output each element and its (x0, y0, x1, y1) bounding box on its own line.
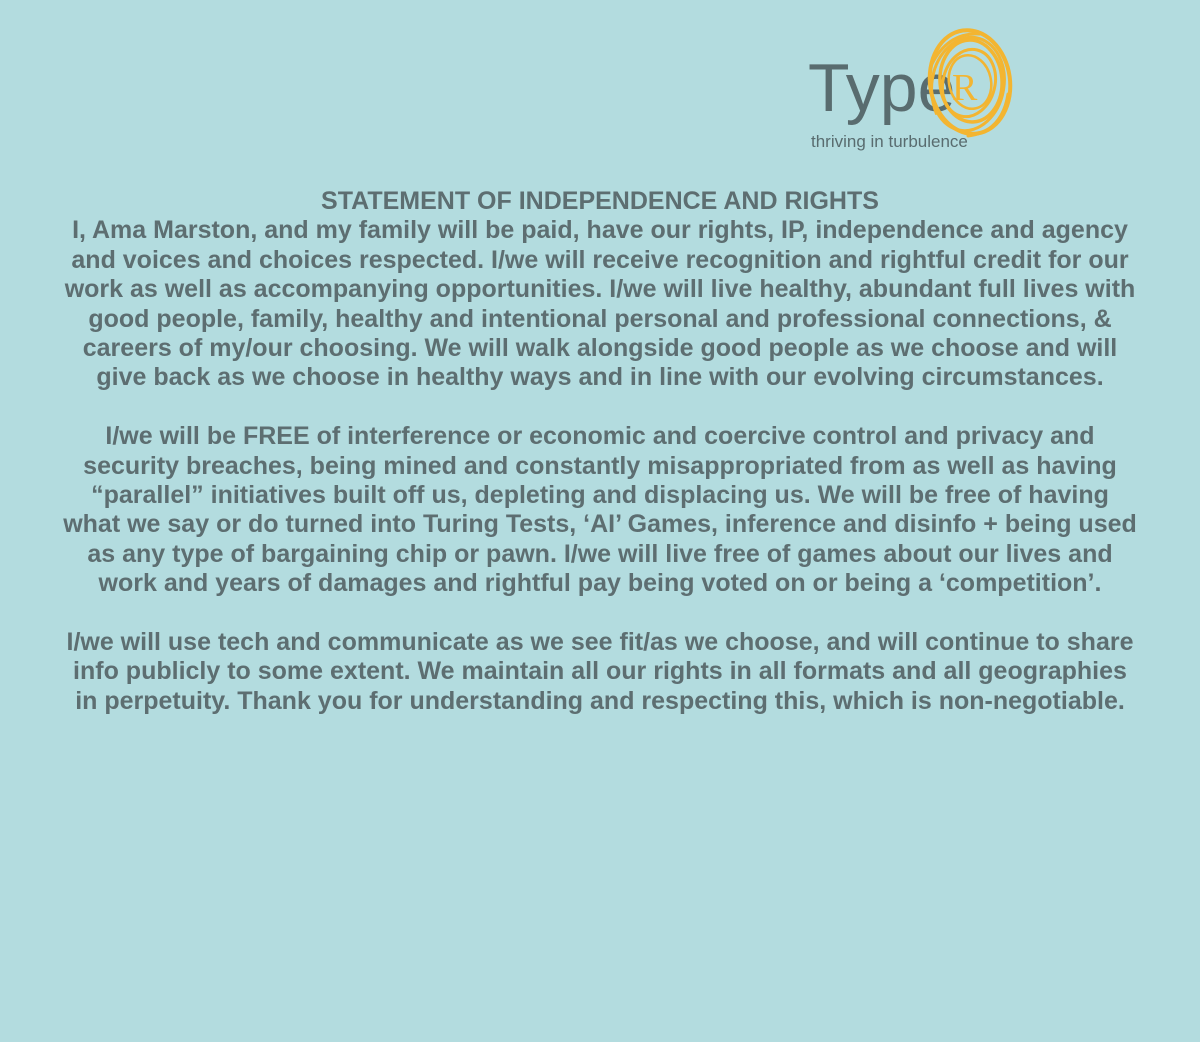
statement-heading: STATEMENT OF INDEPENDENCE AND RIGHTS (321, 187, 879, 215)
logo-letter-r: R (952, 67, 978, 109)
logo-tagline: thriving in turbulence (811, 132, 968, 151)
statement-body (60, 187, 1140, 716)
statement-paragraph-3: I/we will use tech and communicate as we see fit/as we choose, and will continue to share info publicly to some extent. We maintain all our rights in all formats and all geographies in perpetuity. Thank you for understanding and respecting this, which is non-negotiable. (66, 628, 1134, 715)
statement-paragraph-1: I, Ama Marston, and my family will be paid, have our rights, IP, independence and agency and voices and choices respected. I/we will receive recognition and rightful credit for our work as well as accompanying opportunities. I/we will live healthy, abundant full lives with good people, family, healthy and intentional personal and professional connections, & careers of my/our choosing. We will walk alongside good people as we choose and will give back as we choose in healthy ways and in line with our evolving circumstances. (64, 216, 1136, 392)
logo-wordmark: Type (808, 50, 956, 126)
statement-paragraph-2: I/we will be FREE of interference or economic and coercive control and privacy and security breaches, being mined and constantly misappropriated from as well as having “parallel” initiatives built off us, depleting and displacing us. We will be free of having what we say or do turned into Turing Tests, ‘AI’ Games, inference and disinfo + being used as any type of bargaining chip or pawn. I/we will live free of games about our lives and work and years of damages and rightful pay being voted on or being a ‘competition’. (63, 422, 1137, 598)
type-r-logo (805, 28, 995, 163)
